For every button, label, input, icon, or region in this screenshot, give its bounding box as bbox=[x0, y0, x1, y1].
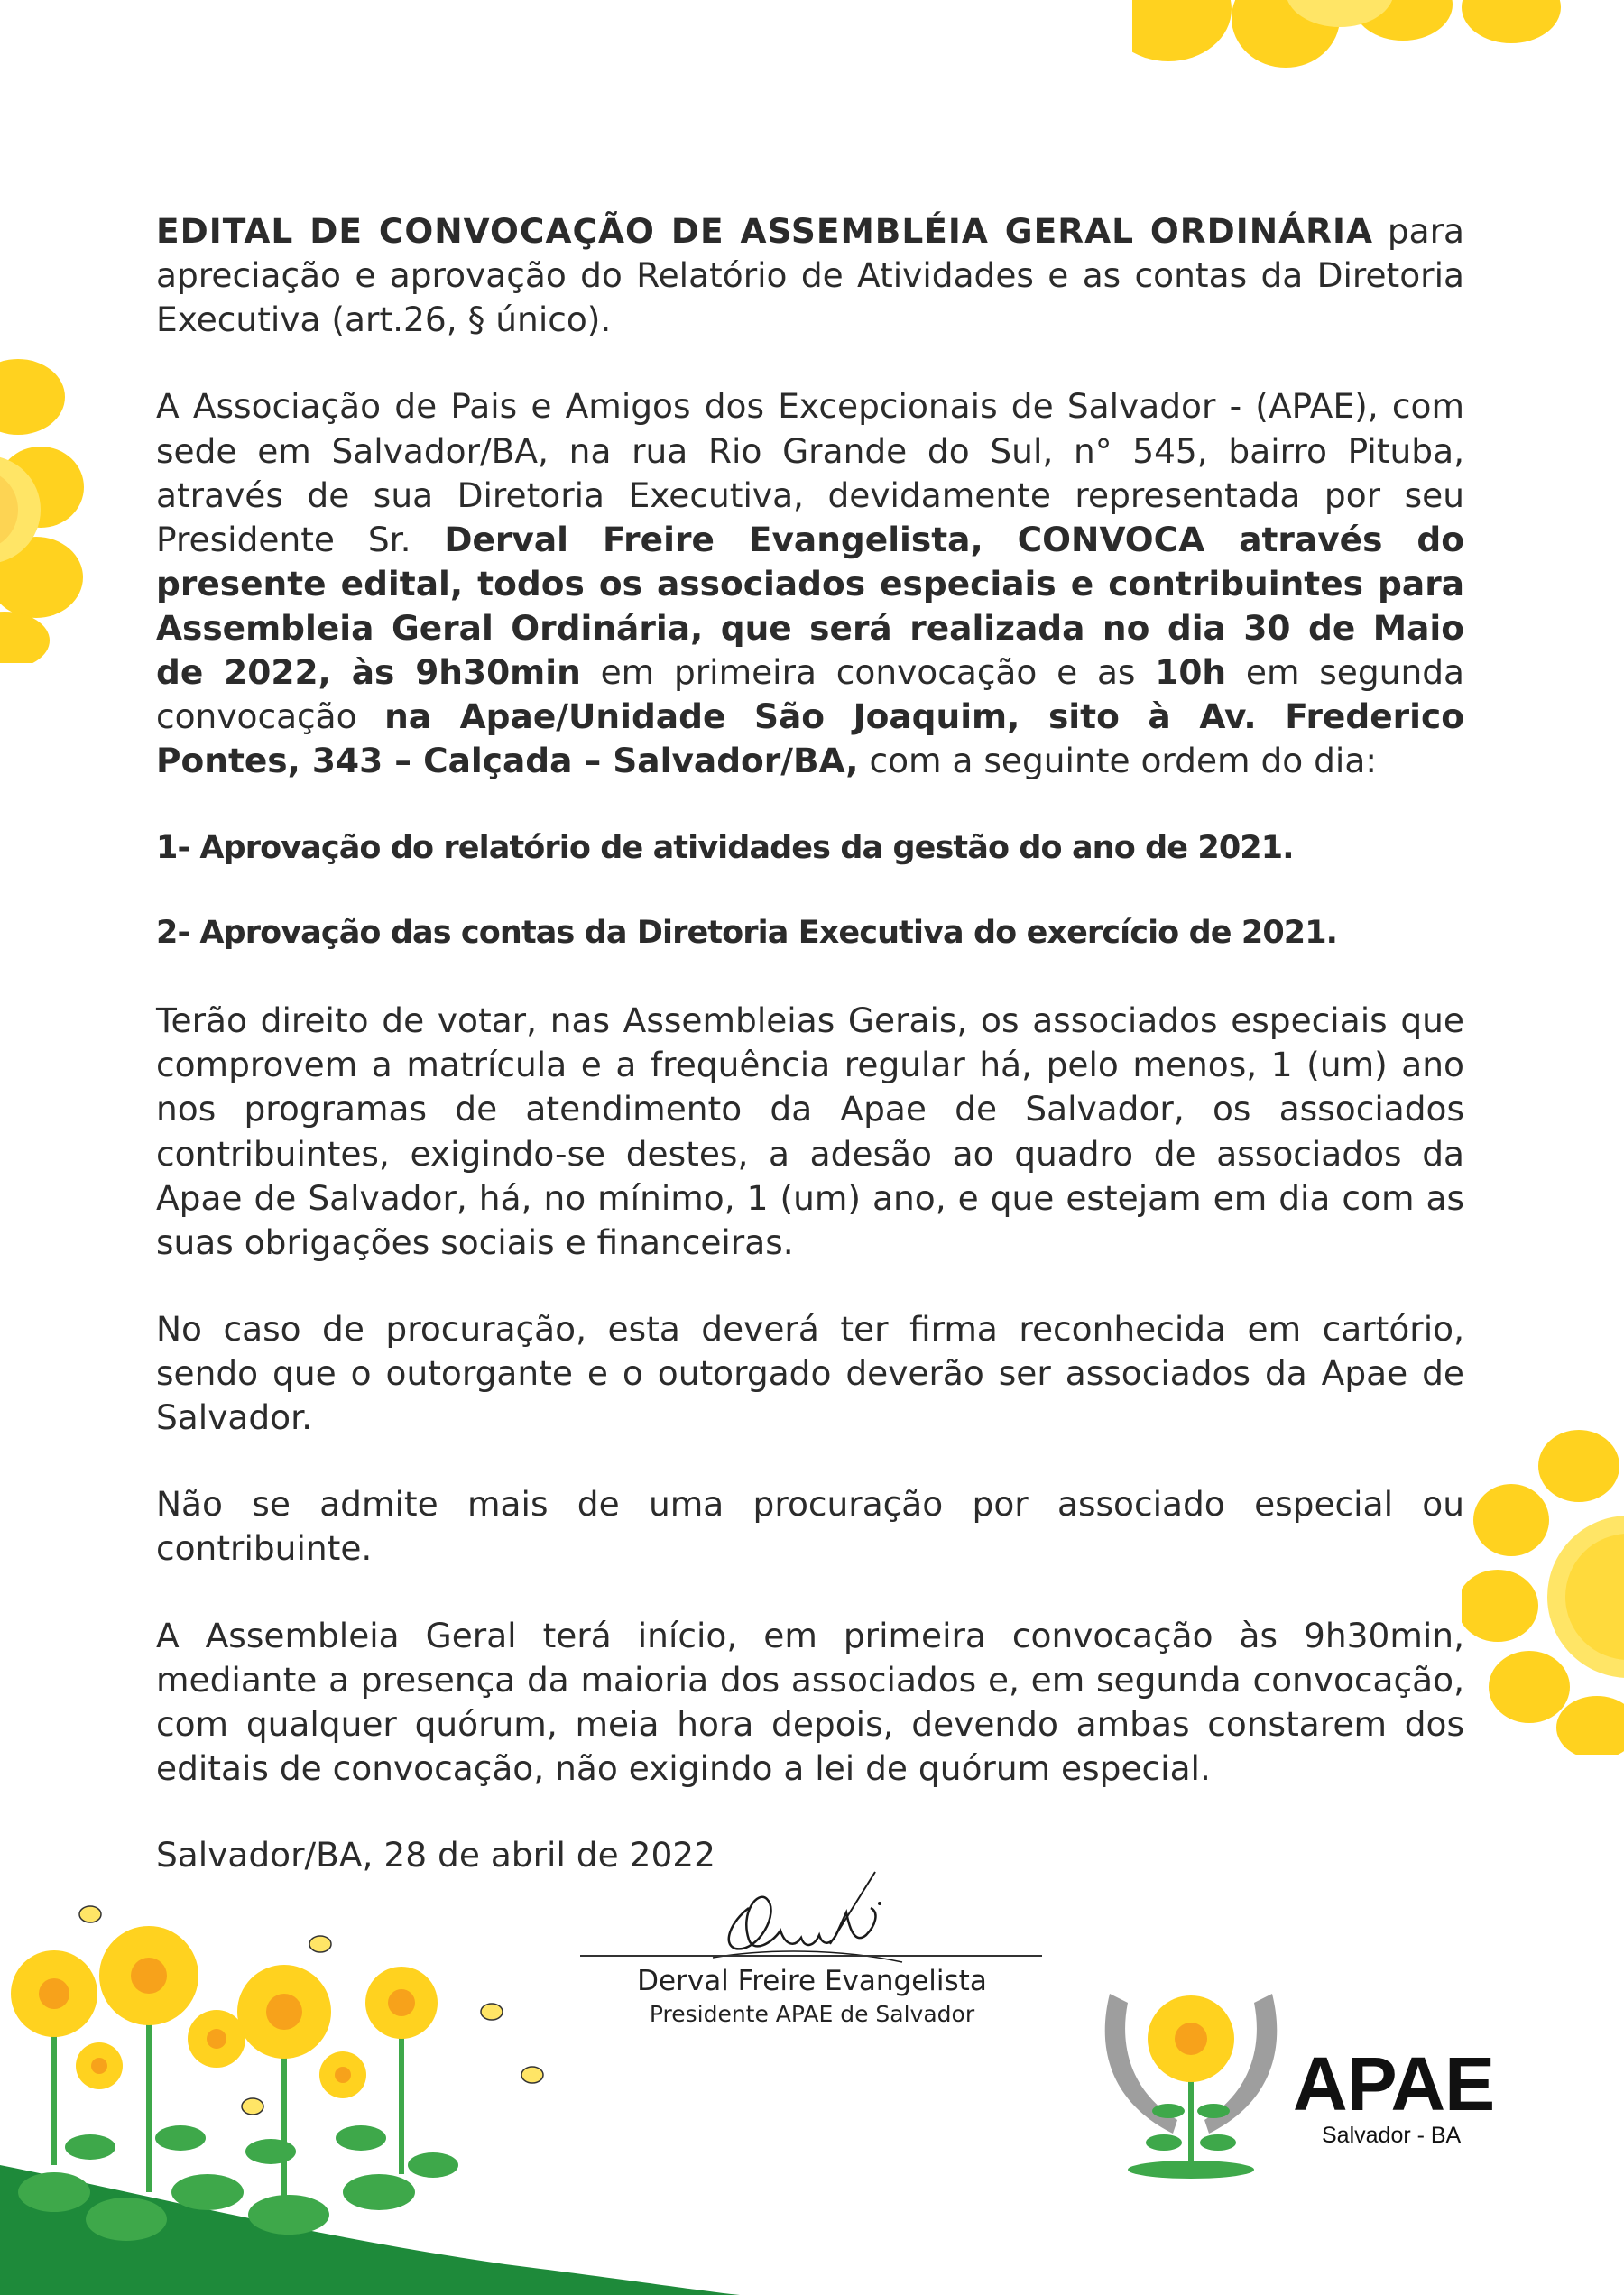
convocation-text-2: em segunda convocação bbox=[156, 652, 1464, 737]
date-line: Salvador/BA, 28 de abril de 2022 bbox=[156, 1835, 716, 1876]
apae-logo-subtitle: Salvador - BA bbox=[1322, 2123, 1462, 2148]
document-body bbox=[156, 209, 1464, 1877]
proxy-paragraph: No caso de procuração, esta deverá ter firma reconhecida em cartório, sendo que o outorgante e o outorgado deverão ser associados da Apae de Salvador. bbox=[156, 1308, 1464, 1438]
quorum-paragraph: A Assembleia Geral terá início, em primeira convocação às 9h30min, mediante a presença da maioria dos associados e, em segunda convocação, com qualquer quórum, meia hora depois, devendo ambas constarem dos editais de convocação, não exigindo a lei de quórum especial. bbox=[156, 1615, 1464, 1788]
garden-illustration bbox=[0, 1894, 740, 2295]
convocation-second-time: 10h bbox=[1155, 652, 1227, 693]
convocation-bold-main: Derval Freire Evangelista, CONVOCA através do presente edital, todos os associados especiais e contribuintes para Assembleia Geral Ordinária, que será realizada no dia 30 de Maio de 2022, às 9h30min bbox=[156, 519, 1464, 693]
title-paragraph bbox=[156, 209, 1464, 342]
proxy-limit-paragraph: Não se admite mais de uma procuração por associado especial ou contribuinte. bbox=[156, 1484, 1464, 1569]
agenda-item-2: 2- Aprovação das contas da Diretoria Executiva do exercício de 2021. bbox=[156, 915, 1338, 952]
apae-logo-emblem bbox=[1092, 1976, 1290, 2183]
voting-rights-paragraph: Terão direito de votar, nas Assembleias Gerais, os associados especiais que comprovem a matrícula e a frequência regular há, pelo menos, 1 (um) ano nos programas de atendimento da Apae de Salvador, os associados contribuintes, exigindo-se destes, a adesão ao quadro de associados da Apae de Salvador, há, no mínimo, 1 (um) ano, e que estejam em dia com as suas obrigações sociais e financeiras. bbox=[156, 1000, 1464, 1262]
convocation-intro: A Associação de Pais e Amigos dos Excepcionais de Salvador - (APAE), com sede em Salvador/BA, na rua Rio Grande do Sul, n° 545, bairro Pituba, através de sua Diretoria Executiva, devidamente representada por seu Presidente Sr. bbox=[156, 386, 1464, 559]
convocation-end: com a seguinte ordem do dia: bbox=[858, 741, 1377, 781]
top-right-flower-decoration bbox=[1132, 0, 1624, 81]
document-title: EDITAL DE CONVOCAÇÃO DE ASSEMBLÉIA GERAL ORDINÁRIA bbox=[156, 211, 1374, 251]
signer-role: Presidente APAE de Salvador bbox=[649, 2001, 975, 2027]
convocation-text-1: em primeira convocação e as bbox=[580, 652, 1156, 693]
agenda-item-1: 1- Aprovação do relatório de atividades da gestão do ano de 2021. bbox=[156, 829, 1294, 866]
left-flower-decoration bbox=[0, 356, 86, 663]
title-description: para apreciação e aprovação do Relatório de Atividades e as contas da Diretoria Executiva (art.26, § único). bbox=[156, 211, 1464, 340]
signer-name: Derval Freire Evangelista bbox=[637, 1965, 987, 1997]
apae-logo-text: APAE bbox=[1293, 2042, 1495, 2126]
convocation-location: na Apae/Unidade São Joaquim, sito à Av. Frederico Pontes, 343 – Calçada – Salvador/BA, bbox=[156, 696, 1464, 781]
convocation-paragraph bbox=[156, 384, 1464, 783]
right-flower-decoration bbox=[1462, 1430, 1624, 1755]
